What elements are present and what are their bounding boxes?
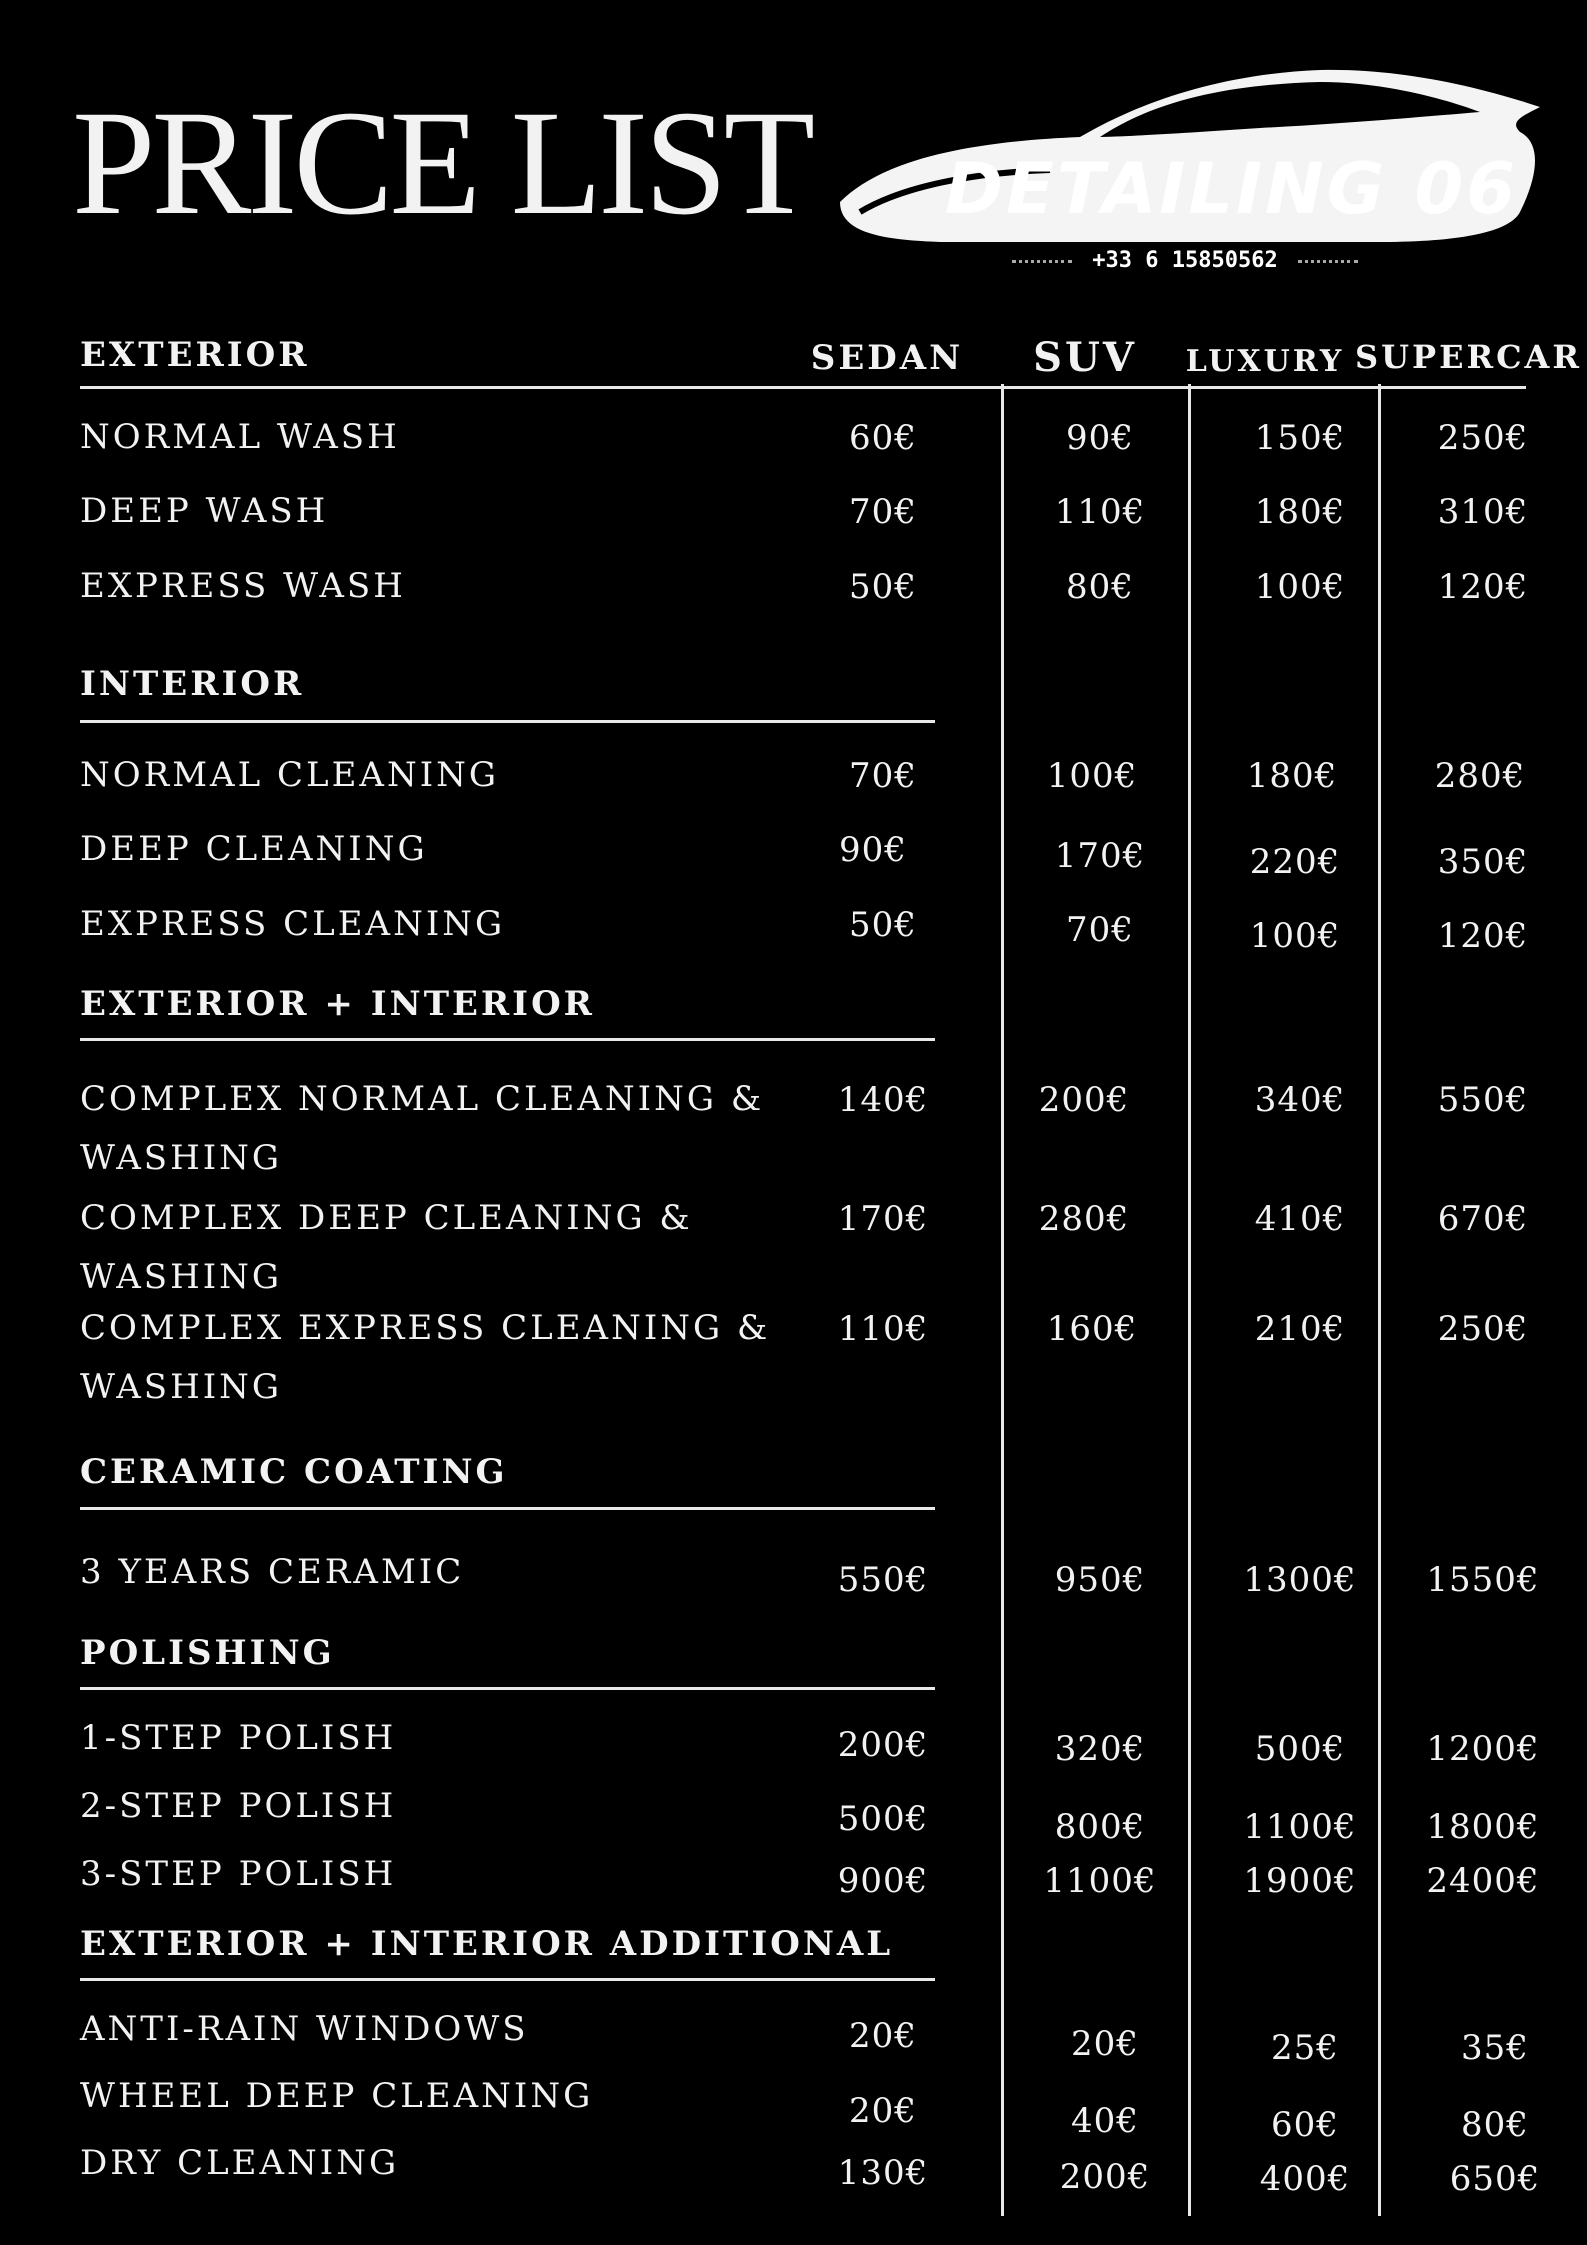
price-sedan: 60€ — [849, 418, 917, 458]
price-luxury: 220€ — [1249, 842, 1341, 882]
section-underline — [80, 1507, 935, 1510]
service-label: COMPLEX DEEP CLEANING & — [80, 1198, 693, 1238]
price-luxury: 410€ — [1254, 1199, 1346, 1239]
divider — [1298, 260, 1358, 263]
price-supercar: 1800€ — [1426, 1807, 1540, 1847]
section-underline — [80, 1687, 935, 1690]
service-label: 3 YEARS CERAMIC — [80, 1552, 465, 1592]
section-underline — [80, 720, 935, 723]
price-sedan: 20€ — [849, 2091, 917, 2131]
service-label: DRY CLEANING — [80, 2143, 400, 2183]
price-supercar: 120€ — [1437, 916, 1529, 956]
price-supercar: 250€ — [1437, 1309, 1529, 1349]
section-header-exterior-interior: EXTERIOR + INTERIOR — [80, 984, 595, 1024]
price-suv: 1100€ — [1043, 1861, 1157, 1901]
service-label: NORMAL CLEANING — [80, 755, 500, 795]
price-supercar: 350€ — [1437, 842, 1529, 882]
service-label: 1-STEP POLISH — [80, 1718, 397, 1758]
service-label: COMPLEX EXPRESS CLEANING & — [80, 1308, 771, 1348]
price-luxury: 500€ — [1254, 1729, 1346, 1769]
section-header-interior: INTERIOR — [80, 664, 305, 704]
price-supercar: 650€ — [1449, 2159, 1541, 2199]
price-luxury: 180€ — [1246, 756, 1338, 796]
price-supercar: 280€ — [1434, 756, 1526, 796]
section-underline — [80, 1038, 935, 1041]
price-sedan: 70€ — [849, 492, 917, 532]
section-underline — [80, 1978, 935, 1981]
price-suv: 100€ — [1046, 756, 1138, 796]
price-suv: 80€ — [1066, 567, 1134, 607]
service-label: ANTI-RAIN WINDOWS — [80, 2009, 529, 2049]
price-supercar: 310€ — [1437, 492, 1529, 532]
price-suv: 160€ — [1046, 1309, 1138, 1349]
price-supercar: 550€ — [1437, 1080, 1529, 1120]
column-divider — [1188, 384, 1191, 2216]
price-luxury: 1900€ — [1243, 1861, 1357, 1901]
price-supercar: 120€ — [1437, 567, 1529, 607]
column-header-luxury: LUXURY — [1185, 344, 1345, 379]
price-suv: 20€ — [1071, 2024, 1139, 2064]
service-label-continued: WASHING — [80, 1257, 283, 1297]
price-sedan: 170€ — [837, 1199, 929, 1239]
price-supercar: 670€ — [1437, 1199, 1529, 1239]
service-label: DEEP WASH — [80, 491, 329, 531]
section-header-ceramic-coating: CERAMIC COATING — [80, 1452, 508, 1492]
service-label: WHEEL DEEP CLEANING — [80, 2076, 594, 2116]
section-header-additional: EXTERIOR + INTERIOR ADDITIONAL — [80, 1924, 894, 1964]
page-title: PRICE LIST — [72, 80, 812, 246]
price-luxury: 150€ — [1254, 418, 1346, 458]
column-divider — [1378, 384, 1381, 2216]
price-sedan: 50€ — [849, 905, 917, 945]
service-label-continued: WASHING — [80, 1367, 283, 1407]
price-supercar: 2400€ — [1426, 1861, 1540, 1901]
price-suv: 200€ — [1059, 2157, 1151, 2197]
column-header-sedan: SEDAN — [810, 338, 964, 378]
price-suv: 110€ — [1054, 492, 1146, 532]
service-label: 2-STEP POLISH — [80, 1786, 397, 1826]
service-label-continued: WASHING — [80, 1138, 283, 1178]
section-header-polishing: POLISHING — [80, 1633, 335, 1673]
price-sedan: 70€ — [849, 756, 917, 796]
price-supercar: 1550€ — [1426, 1560, 1540, 1600]
price-suv: 950€ — [1054, 1560, 1146, 1600]
price-luxury: 340€ — [1254, 1080, 1346, 1120]
price-luxury: 1300€ — [1243, 1560, 1357, 1600]
service-label: COMPLEX NORMAL CLEANING & — [80, 1079, 765, 1119]
price-sedan: 20€ — [849, 2016, 917, 2056]
price-supercar: 250€ — [1437, 418, 1529, 458]
price-sedan: 130€ — [837, 2153, 929, 2193]
brand-name: DETAILING 06 — [945, 148, 1518, 230]
price-suv: 200€ — [1038, 1080, 1130, 1120]
phone-text: +33 6 15850562 — [1092, 248, 1278, 273]
price-suv: 40€ — [1071, 2101, 1139, 2141]
price-sedan: 110€ — [837, 1309, 929, 1349]
price-supercar: 80€ — [1461, 2105, 1529, 2145]
phone-number — [960, 248, 1410, 273]
price-luxury: 60€ — [1271, 2105, 1339, 2145]
price-sedan: 50€ — [849, 567, 917, 607]
price-sedan: 900€ — [837, 1861, 929, 1901]
price-luxury: 25€ — [1271, 2028, 1339, 2068]
price-luxury: 400€ — [1259, 2159, 1351, 2199]
service-label: 3-STEP POLISH — [80, 1854, 397, 1894]
price-sedan: 500€ — [837, 1799, 929, 1839]
price-luxury: 210€ — [1254, 1309, 1346, 1349]
price-suv: 800€ — [1054, 1807, 1146, 1847]
service-label: NORMAL WASH — [80, 417, 400, 457]
section-header-exterior: EXTERIOR — [80, 335, 310, 375]
service-label: EXPRESS CLEANING — [80, 904, 506, 944]
price-supercar: 1200€ — [1426, 1729, 1540, 1769]
column-divider — [1001, 384, 1004, 2216]
divider — [1012, 260, 1072, 263]
price-suv: 320€ — [1054, 1729, 1146, 1769]
price-sedan: 90€ — [839, 830, 907, 870]
price-suv: 170€ — [1054, 836, 1146, 876]
price-luxury: 1100€ — [1243, 1807, 1357, 1847]
price-suv: 70€ — [1066, 910, 1134, 950]
column-header-suv: SUV — [1033, 334, 1137, 381]
price-luxury: 100€ — [1254, 567, 1346, 607]
service-label: DEEP CLEANING — [80, 829, 428, 869]
price-luxury: 180€ — [1254, 492, 1346, 532]
price-suv: 280€ — [1038, 1199, 1130, 1239]
price-sedan: 140€ — [837, 1080, 929, 1120]
service-label: EXPRESS WASH — [80, 566, 406, 606]
price-supercar: 35€ — [1461, 2028, 1529, 2068]
column-header-supercar: SUPERCAR — [1355, 338, 1582, 376]
price-luxury: 100€ — [1249, 916, 1341, 956]
section-underline — [80, 386, 1526, 389]
price-suv: 90€ — [1066, 418, 1134, 458]
price-sedan: 550€ — [837, 1560, 929, 1600]
price-sedan: 200€ — [837, 1725, 929, 1765]
